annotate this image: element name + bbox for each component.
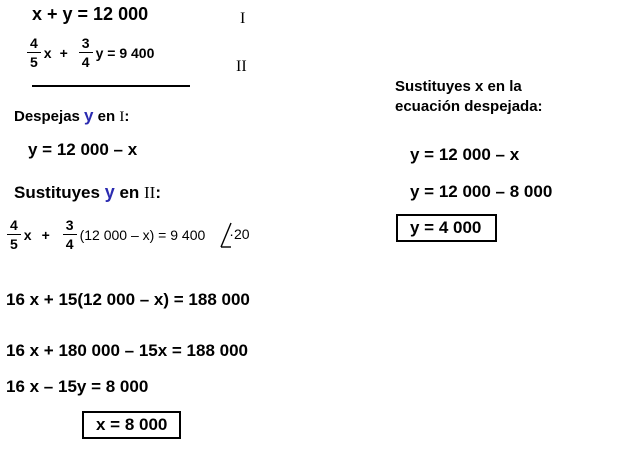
step-2-heading: Sustituyes y en II:: [14, 182, 162, 202]
equation-2-label: II: [236, 58, 247, 75]
right-line-1: y = 12 000 – x: [410, 145, 520, 164]
fraction-4-5: $\frac{4}{5}$: [7, 218, 21, 251]
fraction-3-4: $\frac{3}{4}$: [63, 218, 77, 251]
equation-1: x + y = 12 000: [32, 4, 149, 24]
y-answer-box: y = 4 000: [396, 214, 497, 242]
multiply-marker: ·20: [219, 221, 255, 249]
fraction-4-5: $\frac{4}{5}$: [27, 36, 41, 69]
x-answer-box: x = 8 000: [82, 411, 181, 439]
right-heading: Sustituyes x en la ecuación despejada:: [395, 78, 543, 115]
system-underline: [32, 85, 190, 87]
derivation-line-2: 16 x + 180 000 – 15x = 188 000: [6, 341, 249, 360]
step-1-heading: Despejas y en I:: [14, 106, 130, 125]
fraction-3-4: $\frac{3}{4}$: [79, 36, 93, 69]
step-1-result: y = 12 000 – x: [28, 140, 138, 159]
right-line-2: y = 12 000 – 8 000: [410, 182, 553, 201]
equation-1-label: I: [240, 10, 246, 27]
derivation-line-3: 16 x – 15y = 8 000: [6, 377, 149, 396]
derivation-line-1: 16 x + 15(12 000 – x) = 188 000: [6, 290, 250, 309]
equation-2: $\frac{4}{5}$ x + $\frac{3}{4}$ y = 9 400: [24, 36, 154, 69]
substitution-equation: $\frac{4}{5}$ x + $\frac{3}{4}$ (12 000 – x) = 9 400 ·20: [4, 218, 255, 251]
